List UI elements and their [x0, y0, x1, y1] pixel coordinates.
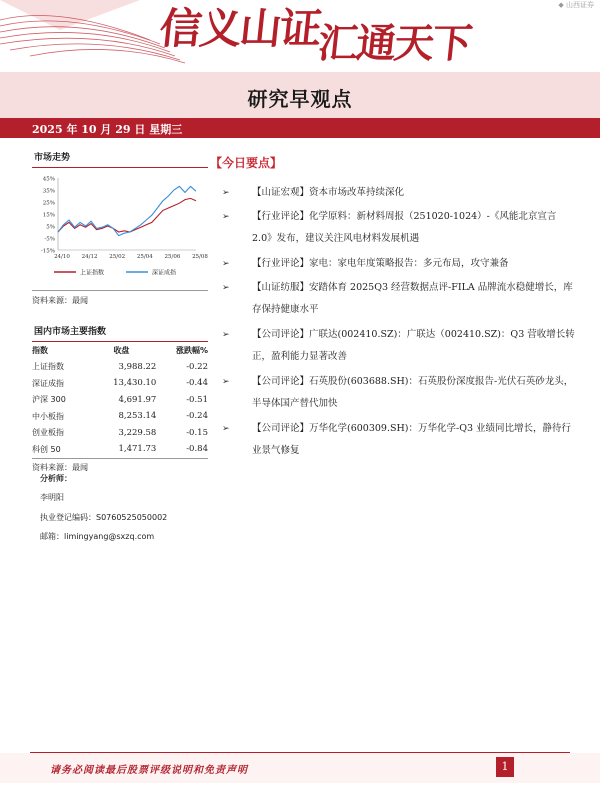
source-note-2: 资料来源：最闻 [32, 462, 88, 472]
market-trend-title: 市场走势 [34, 153, 71, 163]
indices-title: 国内市场主要指数 [34, 327, 107, 337]
index-change: -0.15 [186, 427, 208, 438]
footer-disclaimer[interactable]: 请务必阅读最后股票评级说明和免责声明 [50, 765, 248, 776]
logo-caption: 山西证券 [566, 1, 594, 9]
list-item[interactable] [224, 418, 576, 462]
arrow-bullet-icon: ➢ [222, 330, 230, 340]
index-close: 4,691.97 [118, 394, 157, 405]
x-tick-label: 24/12 [81, 254, 98, 260]
index-name: 中小板指 [32, 411, 64, 421]
table-row [32, 408, 208, 425]
arrow-bullet-icon: ➢ [222, 424, 230, 434]
report-date: 2025 年 10 月 29 日 星期三 [32, 123, 183, 136]
item-text: 【山证宏观】资本市场改革持续深化 [252, 187, 405, 198]
analyst-email: 邮箱：limingyang@sxzq.com [40, 532, 155, 541]
today-highlights-title: 【今日要点】 [210, 156, 283, 170]
slogan-part-1: 信义山证 [157, 4, 323, 53]
list-item[interactable] [224, 371, 576, 415]
indices-table [32, 342, 208, 458]
page-number: 1 [496, 757, 514, 777]
arrow-bullet-icon: ➢ [222, 377, 230, 387]
index-close: 3,229.58 [118, 427, 157, 438]
title-bar [0, 72, 600, 118]
analyst-label: 分析师： [40, 474, 72, 483]
series-line-shanghai [58, 198, 196, 232]
x-tick-label: 24/10 [54, 254, 70, 260]
index-name: 上证指数 [32, 362, 64, 372]
arrow-bullet-icon: ➢ [222, 283, 230, 293]
index-change: -0.22 [186, 361, 208, 372]
banner-slogan [157, 0, 475, 67]
y-tick-label: 25% [42, 200, 55, 207]
y-tick-label: 45% [42, 176, 55, 183]
arrow-bullet-icon: ➢ [222, 188, 230, 198]
list-item[interactable] [224, 182, 576, 204]
item-text: 【行业评论】家电：家电年度策略报告：多元布局，攻守兼备 [252, 258, 509, 269]
index-change: -0.84 [186, 444, 208, 455]
index-change: -0.51 [186, 394, 208, 405]
index-name: 深证成指 [32, 378, 64, 388]
item-text: 【行业评论】化学原料：新材料周报（251020-1024）-《风能北京宣言 2.0》发布，建议关注风电材料发展机遇 [252, 211, 557, 244]
table-row [32, 441, 208, 458]
divider [32, 290, 208, 291]
item-text: 【公司评论】广联达(002410.SZ)：广联达（002410.SZ)：Q3 营收增长转正，盈利能力显著改善 [252, 329, 575, 362]
item-text: 【山证纺服】安踏体育 2025Q3 经营数据点评-FILA 品牌流水稳健增长，库存保持健康水平 [252, 282, 573, 315]
y-tick-label: 35% [42, 188, 55, 195]
index-close: 1,471.73 [118, 444, 157, 455]
date-bar [0, 118, 600, 138]
y-tick-label: 15% [42, 212, 55, 219]
list-item[interactable] [224, 324, 576, 368]
slogan-part-2: 汇通天下 [315, 20, 473, 67]
left-column [32, 150, 208, 473]
index-change: -0.44 [186, 378, 208, 389]
y-tick-label: -15% [40, 248, 55, 255]
col-header-change: 涨跌幅% [175, 345, 208, 355]
index-close: 3,988.22 [118, 361, 157, 372]
x-tick-label: 25/06 [164, 254, 181, 260]
index-close: 8,253.14 [118, 411, 157, 422]
x-tick-label: 25/04 [136, 254, 153, 260]
col-header-index: 指数 [32, 345, 48, 355]
list-item[interactable] [224, 277, 576, 321]
index-name: 创业板指 [32, 428, 64, 438]
index-name: 科创 50 [32, 444, 61, 454]
analyst-cert: 执业登记编码：S0760525050002 [40, 513, 168, 522]
legend-label: 上证指数 [80, 269, 105, 277]
page-title: 研究早观点 [247, 87, 353, 111]
logo-icon: ◆ [558, 1, 564, 9]
table-row [32, 375, 208, 392]
company-logo [558, 0, 594, 10]
arrow-bullet-icon: ➢ [222, 212, 230, 222]
item-text: 【公司评论】石英股份(603688.SH)：石英股份深度报告-光伏石英砂龙头，半导体国产替代加快 [252, 376, 574, 409]
index-close: 13,430.10 [113, 378, 157, 389]
section-rule [32, 167, 208, 168]
y-tick-label: 5% [46, 224, 55, 231]
x-tick-label: 25/08 [192, 254, 208, 260]
analyst-name: 李明阳 [40, 493, 64, 502]
series-line-shenzhen [58, 186, 196, 235]
header-banner [0, 0, 600, 72]
source-note-1: 资料来源：最闻 [32, 296, 88, 305]
col-header-close: 收盘 [113, 345, 130, 355]
table-row [32, 359, 208, 376]
divider [32, 458, 208, 459]
list-item[interactable] [224, 253, 576, 275]
table-row [32, 392, 208, 409]
index-change: -0.24 [186, 411, 208, 422]
index-name: 沪深 300 [32, 395, 66, 405]
table-row [32, 425, 208, 442]
list-item[interactable] [224, 206, 576, 250]
y-tick-label: -5% [44, 236, 55, 243]
x-tick-label: 25/02 [109, 254, 126, 260]
legend-label: 深证成指 [152, 269, 177, 277]
item-text: 【公司评论】万华化学(600309.SH)：万华化学-Q3 业绩同比增长，静待行业景气修复 [252, 423, 572, 456]
market-trend-chart [32, 172, 208, 284]
arrow-bullet-icon: ➢ [222, 259, 230, 269]
table-header-row [32, 342, 208, 359]
